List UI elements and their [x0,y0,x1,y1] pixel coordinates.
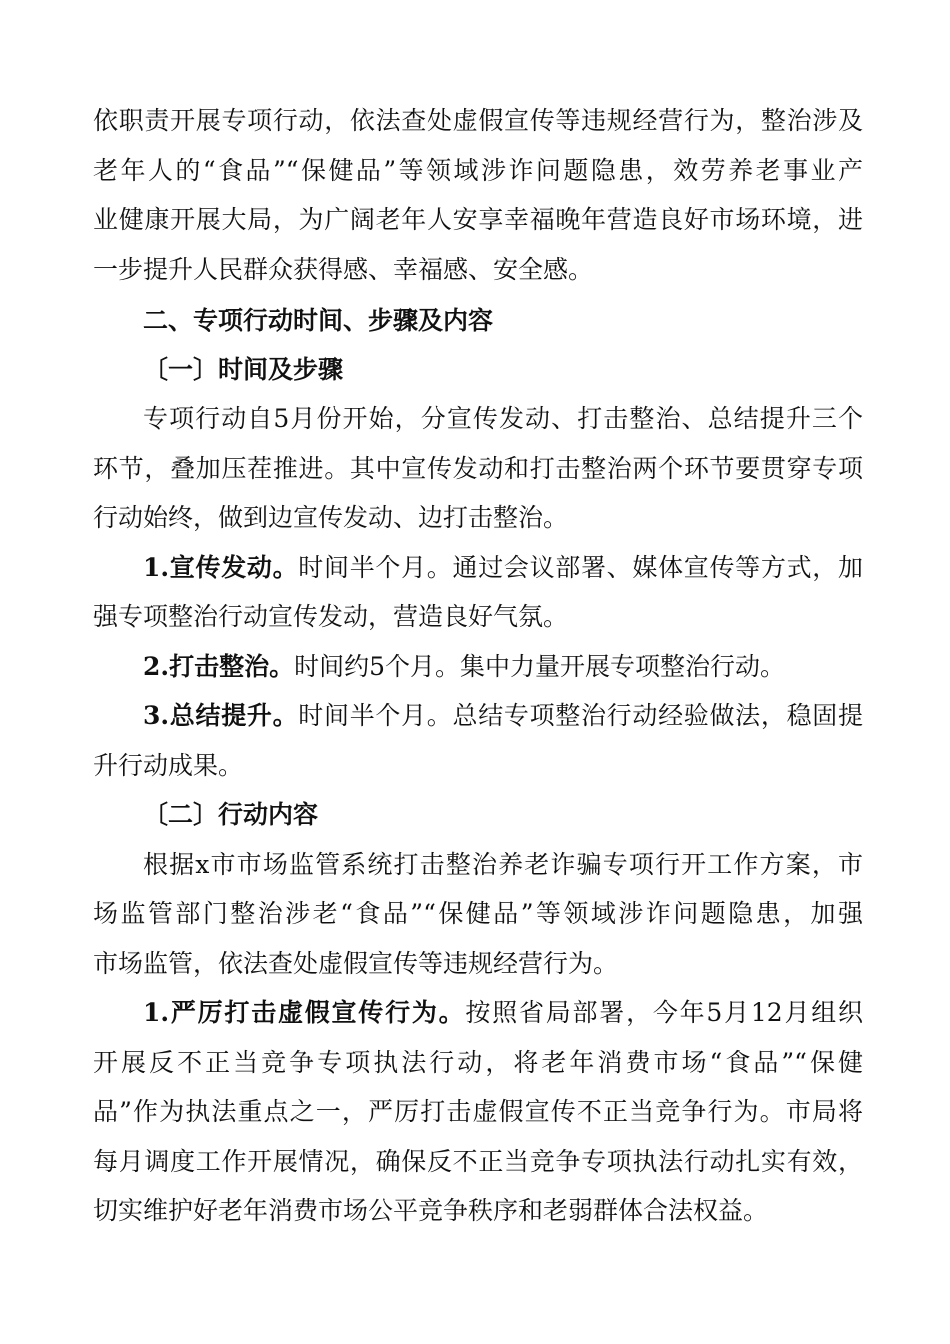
subsection-heading-2: 〔二〕行动内容 [143,800,319,829]
intro-line-2: 老年人的“食品”“保健品”等领域涉诈问题隐患，效劳养老事业产 [93,156,863,185]
item1-line-3: 品”作为执法重点之一，严厉打击虚假宣传不正当竞争行为。市局将 [93,1097,863,1126]
item1-line-2: 开展反不正当竞争专项执法行动，将老年消费市场“食品”“保健 [93,1048,863,1077]
section-heading-2: 二、专项行动时间、步骤及内容 [143,306,494,335]
step1-label: 1.宣传发动。 [143,553,299,582]
sub1-para-line-2: 环节，叠加压茬推进。其中宣传发动和打击整治两个环节要贯穿专项 [93,454,863,483]
step3-line-2: 升行动成果。 [93,751,244,780]
item1-text: 按照省局部署，今年5月12月组织 [465,998,863,1027]
sub2-para-line-3: 市场监管，依法查处虚假宣传等违规经营行为。 [93,949,619,978]
sub1-para-line-3: 行动始终，做到边宣传发动、边打击整治。 [93,503,569,532]
step2-text: 时间约5个月。集中力量开展专项整治行动。 [294,652,786,681]
item1-label: 1.严厉打击虚假宣传行为。 [143,998,466,1027]
step1-text: 时间半个月。通过会议部署、媒体宣传等方式，加 [298,553,863,582]
step2-line-1 [143,650,863,684]
sub2-para-line-1: 根据x市市场监管系统打击整治养老诈骗专项行开工作方案，市 [143,850,863,879]
item1-line-4: 每月调度工作开展情况，确保反不正当竞争专项执法行动扎实有效， [93,1147,863,1176]
step1-line-2: 强专项整治行动宣传发动，营造良好气氛。 [93,602,569,631]
item1-line-5: 切实维护好老年消费市场公平竞争秩序和老弱群体合法权益。 [93,1196,769,1225]
step3-line-1 [143,699,863,733]
intro-line-3: 业健康开展大局，为广阔老年人安享幸福晚年营造良好市场环境，进 [93,205,863,234]
sub2-para-line-2: 场监管部门整治涉老“食品”“保健品”等领域涉诈问题隐患，加强 [93,899,863,928]
intro-line-1: 依职责开展专项行动，依法查处虚假宣传等违规经营行为，整治涉及 [93,106,863,135]
step1-line-1 [143,551,863,585]
step2-label: 2.打击整治。 [143,652,295,681]
step3-label: 3.总结提升。 [143,701,299,730]
step3-text: 时间半个月。总结专项整治行动经验做法，稳固提 [298,701,863,730]
sub1-para-line-1: 专项行动自5月份开始，分宣传发动、打击整治、总结提升三个 [143,404,863,433]
item1-line-1 [143,996,863,1030]
intro-line-4: 一步提升人民群众获得感、幸福感、安全感。 [93,255,594,284]
subsection-heading-1: 〔一〕时间及步骤 [143,355,344,384]
